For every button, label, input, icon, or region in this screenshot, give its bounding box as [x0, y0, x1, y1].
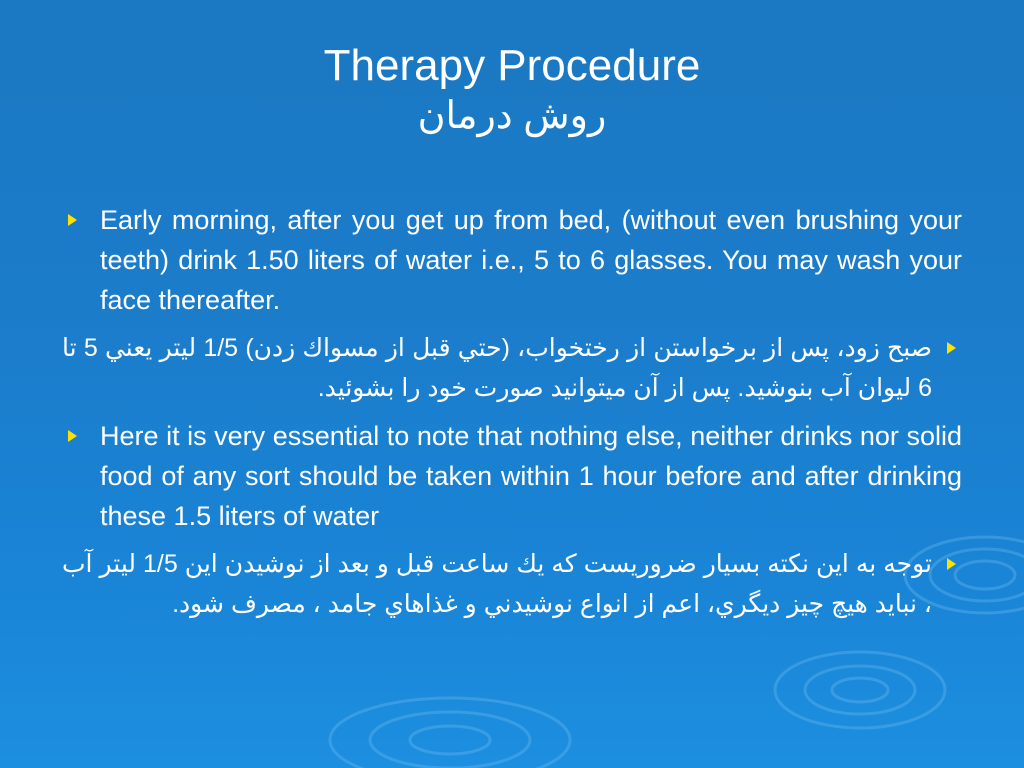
bullet-text: Here it is very essential to note that nothing else, neither drinks nor solid food of any sort should be taken within 1 hour before and after drinking these 1.5 liters of water: [100, 421, 962, 531]
bullet-item-english-2: [62, 416, 962, 536]
bullet-item-persian-2: [62, 544, 962, 624]
bullet-list: [62, 200, 962, 632]
bullet-item-persian-1: [62, 328, 962, 408]
title-block: [0, 40, 1024, 140]
arrow-bullet-icon: [947, 342, 956, 354]
bullet-text: صبح زود، پس از برخواستن از رختخواب، (حتي قبل از مسواك زدن) 1/5 ليتر يعني 5 تا 6 ليوان آب بنوشيد. پس از آن ميتوانيد صورت خود را بشوئيد.: [62, 334, 932, 402]
slide-subtitle: روش درمان: [417, 95, 607, 137]
arrow-bullet-icon: [68, 430, 77, 442]
arrow-bullet-icon: [68, 214, 77, 226]
arrow-bullet-icon: [947, 558, 956, 570]
bullet-item-english-1: [62, 200, 962, 320]
slide-title: Therapy Procedure: [323, 41, 701, 90]
bullet-text: توجه به اين نكته بسيار ضروريست كه يك ساعت قبل و بعد از نوشيدن اين 1/5 ليتر آب ، نبايد هيچ چيز ديگري، اعم از انواع نوشيدني و غذاهاي جامد ، مصرف شود.: [62, 550, 932, 618]
bullet-text: Early morning, after you get up from bed, (without even brushing your teeth) drink 1.50 liters of water i.e., 5 to 6 glasses. You may wash your face thereafter.: [100, 205, 962, 315]
